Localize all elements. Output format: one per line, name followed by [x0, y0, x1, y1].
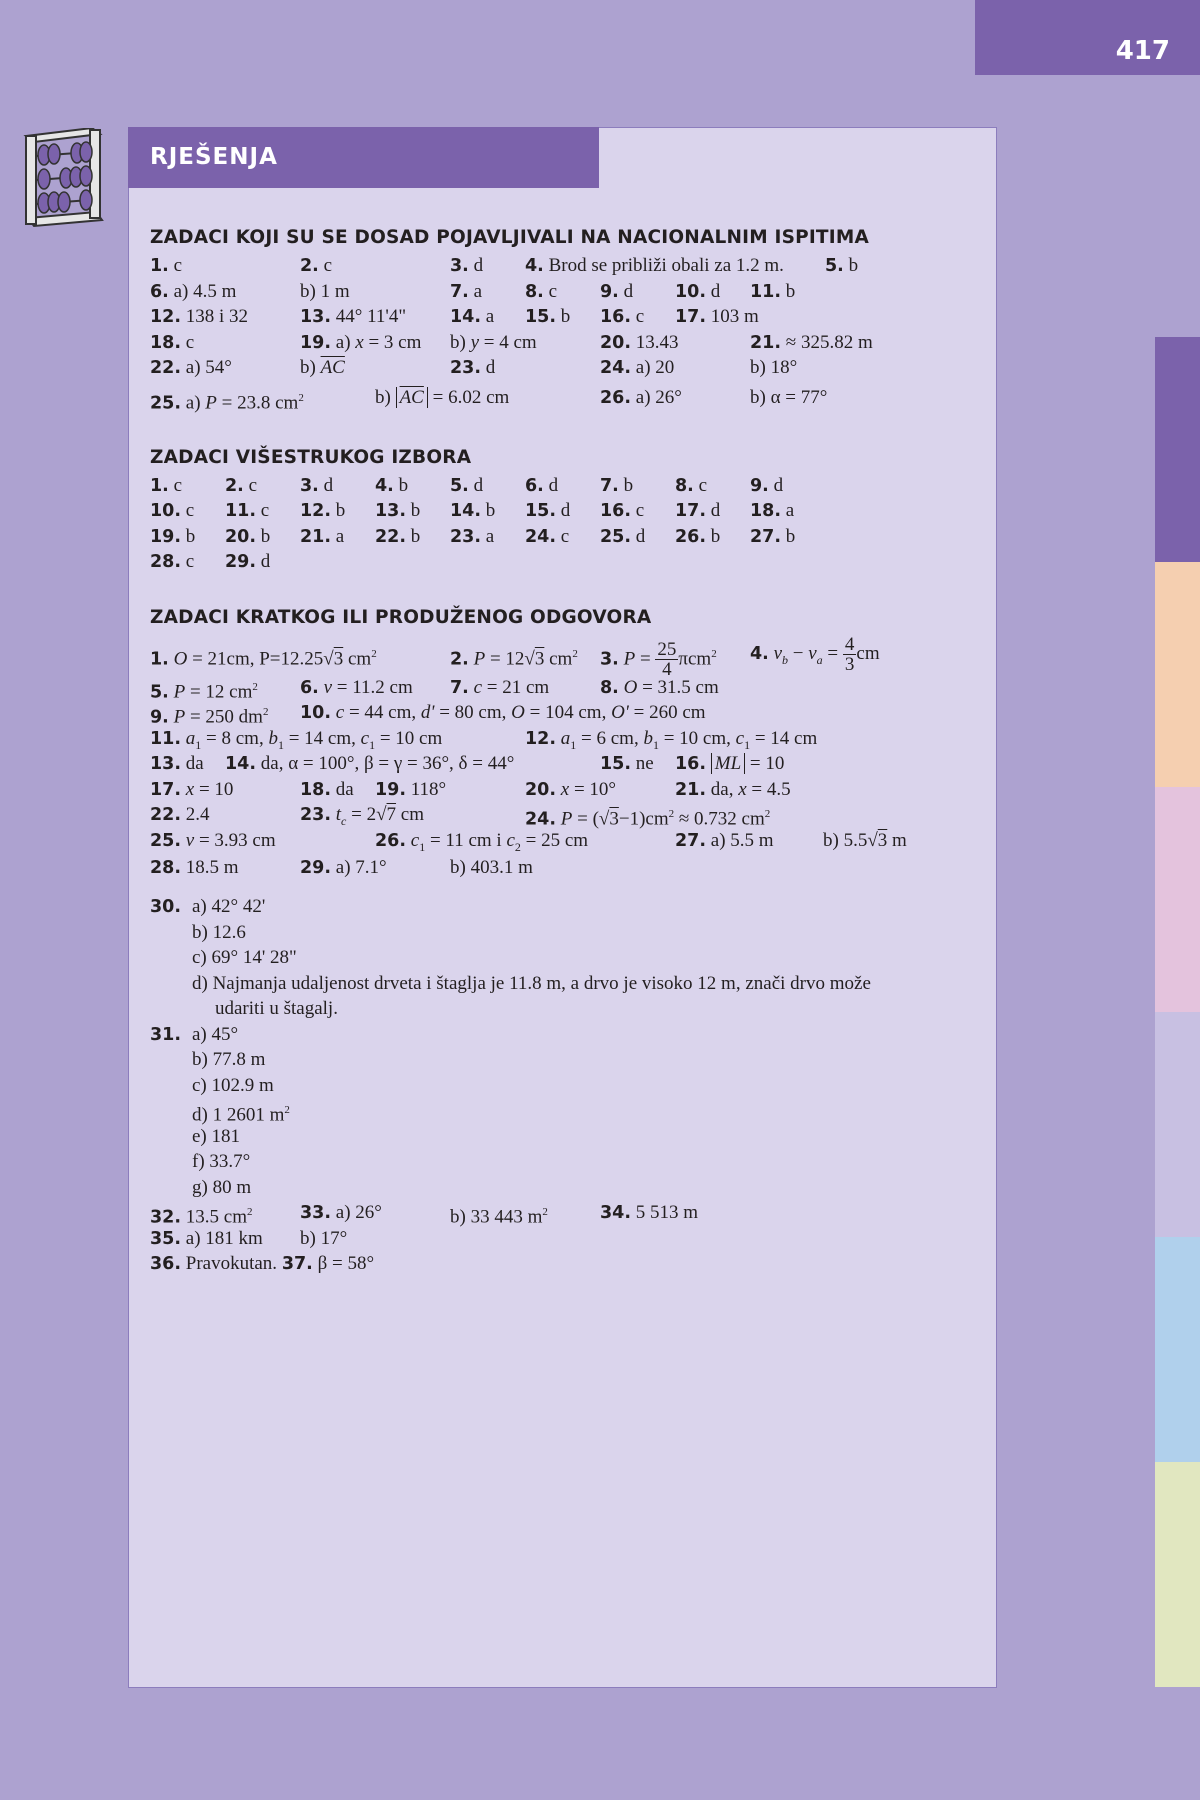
answer-row: 1. c 2. c 3. d 4. Brod se približi obali za 1.2 m. 5. b [150, 255, 859, 276]
answer-row: 36. Pravokutan. 37. β = 58° [150, 1253, 375, 1274]
banner-title: RJEŠENJA [128, 127, 599, 188]
answer-subline: d) Najmanja udaljenost drveta i štaglja je 11.8 m, a drvo je visoko 12 m, znači drvo može [192, 972, 871, 994]
side-tab-2 [1155, 562, 1200, 787]
abacus-icon [22, 128, 117, 228]
answer-subline: c) 102.9 m [192, 1074, 274, 1096]
answer-row: 22. 2.4 23. $t_c = 2√7$ cm 24. $P = (√3-1)cm^2 \approx 0.732$ $cm^2$ [150, 804, 771, 830]
answer-row: 11. $a_1 = 8$ cm, $b_1 = 14$ cm, $c_1 = 10$ cm 12. $a_1 = 6$ cm, $b_1 = 10$ cm, $c_1 = 14$ cm [150, 727, 818, 752]
section-heading-national-exams: ZADACI KOJI SU SE DOSAD POJAVLJIVALI NA NACIONALNIM ISPITIMA [150, 227, 869, 248]
answer-row: 12. 138 i 32 13. 44° 11'4" 14. a 15. b 16. c 17. 103 m [150, 306, 759, 327]
answer-subline: b) 12.6 [192, 921, 246, 943]
side-tab-1 [1155, 337, 1200, 562]
answer-row: 1. c 2. c 3. d 4. b 5. d 6. d 7. b 8. c 9. d [150, 474, 784, 496]
answer-row: 17. x = 10 18. da 19. 118° 20. x = 10° 21. da, x = 4.5 [150, 778, 791, 800]
answer-row: 32. 13.5 $cm^2$ 33. a) 26° b) 33 443 $m^2$ 34. 5 513 m [150, 1202, 699, 1228]
answer-row: 18. c 19. a) x = 3 cm b) y = 4 cm 20. 13.43 21. ≈ 325.82 m [150, 331, 873, 353]
side-tab-6 [1155, 1462, 1200, 1687]
answer-row: 13. da 14. da, α = 100°, β = γ = 36°, δ = 44° 15. ne 16. ML = 10 [150, 753, 785, 774]
answer-row: 10. c 11. c 12. b 13. b 14. b 15. d 16. c 17. d 18. a [150, 500, 795, 521]
side-tab-5 [1155, 1237, 1200, 1462]
answer-subline: e) 181 [192, 1125, 241, 1147]
answer-row: 22. a) 54° b) $\overline{AC}$ 23. d 24. a) 20 b) 18° [150, 357, 798, 378]
section-heading-multiple-choice: ZADACI VIŠESTRUKOG IZBORA [150, 446, 472, 468]
section-heading-short-long-answer: ZADACI KRATKOG ILI PRODUŽENOG ODGOVORA [150, 606, 652, 628]
side-tab-3 [1155, 787, 1200, 1012]
page-number-box [975, 0, 1200, 75]
answer-row: 28. c 29. d [150, 551, 271, 572]
answer-row: 35. a) 181 km b) 17° [150, 1227, 348, 1249]
answer-subline: udariti u štagalj. [215, 998, 338, 1019]
answer-row: 6. a) 4.5 m b) 1 m 7. a 8. c 9. d 10. d 11. b [150, 280, 796, 302]
answer-row: 5. P = 12 $cm^2$ 6. v = 11.2 cm 7. c = 21 cm 8. O = 31.5 cm [150, 676, 719, 702]
answer-row: 25. v = 3.93 cm 26. $c_1 = 11$ cm i $c_2 = 25$ cm 27. a) 5.5 m b) 5.5√3 m [150, 829, 907, 854]
answer-subline: g) 80 m [192, 1176, 252, 1198]
answer-row: 19. b 20. b 21. a 22. b 23. a 24. c 25. d 26. b 27. b [150, 525, 796, 547]
answer-subline: d) 1 2601 $m^2$ [192, 1104, 290, 1126]
answer-row: 1. O = 21cm, P=12.25√3 $cm^2$ 2. P = 12√3 $cm^2$ 3. P = $\frac{25}{4}$ πcm$^2$ 4. $v_b - v_a$ = $\frac{4}{3}$ cm [150, 633, 880, 680]
answer-subline: b) 77.8 m [192, 1049, 266, 1070]
answer-subline: f) 33.7° [192, 1151, 251, 1172]
answer-row: 28. 18.5 m 29. a) 7.1° b) 403.1 m [150, 857, 533, 878]
answer-row: 25. a) P = 23.8 $cm^2$ b) $\overline{AC} = 6.02$ cm 26. a) 26° b) α = 77° [150, 386, 828, 413]
answer-row: 31. a) 45° [150, 1023, 239, 1045]
answer-subline: c) 69° 14' 28" [192, 947, 297, 968]
page-number: 417 [1115, 36, 1170, 66]
solutions-content [150, 223, 970, 1277]
side-tab-4 [1155, 1012, 1200, 1237]
answer-row: 9. P = 250 $dm^2$ 10. c = 44 cm, d' = 80 cm, O = 104 cm, O' = 260 cm [150, 702, 706, 728]
answer-row: 30. a) 42° 42' [150, 896, 266, 917]
